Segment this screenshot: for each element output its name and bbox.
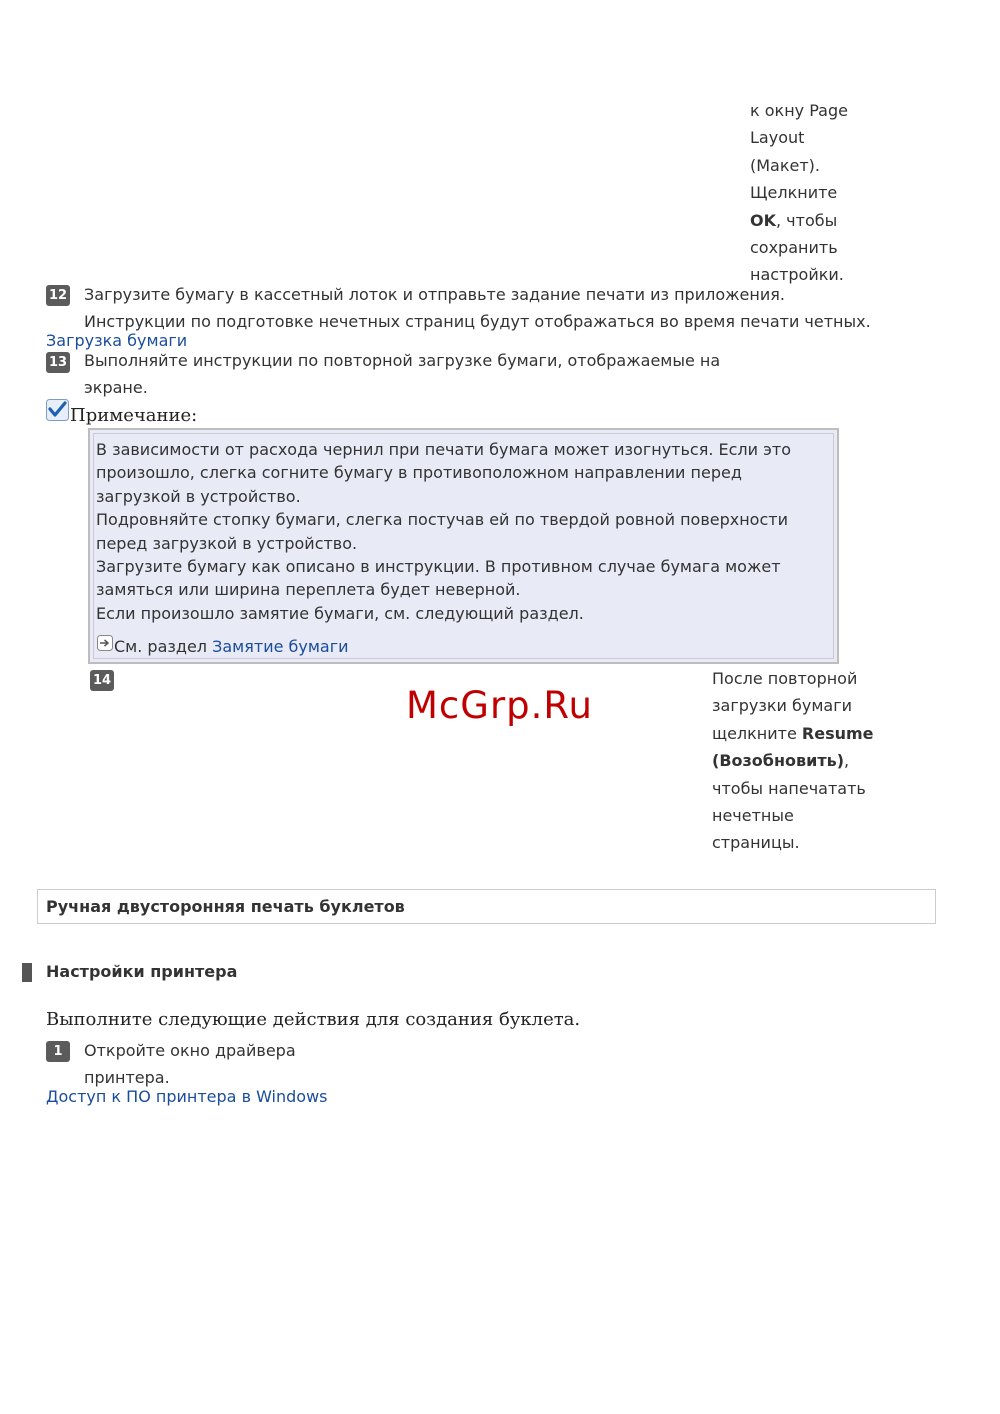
step-1-badge: 1: [46, 1041, 70, 1062]
step13-line: экране.: [84, 378, 148, 398]
step14-line: После повторной: [712, 669, 858, 688]
step14-line: чтобы напечатать: [712, 778, 866, 798]
step14-line: нечетные: [712, 806, 794, 826]
step14-line: [712, 747, 874, 774]
step11-line: Щелкните: [750, 183, 838, 203]
step11-line-rest: , чтобы: [776, 210, 838, 230]
note-content: [96, 438, 836, 625]
intro-text: Выполните следующие действия для создания буклета.: [46, 1009, 581, 1030]
ok-label: OK: [750, 210, 776, 230]
note-line: Если произошло замятие бумаги, см. следующий раздел.: [96, 603, 584, 623]
resume-ru-label: (Возобновить): [712, 751, 845, 771]
step1-line: принтера.: [84, 1068, 170, 1088]
step1-line: Откройте окно драйвера: [84, 1041, 296, 1060]
step11-line: сохранить: [750, 238, 838, 258]
step11-text: [750, 97, 848, 289]
resume-label: Resume: [801, 723, 874, 743]
step13-text: [84, 347, 784, 402]
note-line: Подровняйте стопку бумаги, слегка постучав ей по твердой ровной поверхности: [96, 510, 788, 530]
section-title-box: Ручная двусторонняя печать буклетов: [37, 889, 936, 924]
heading-marker: [22, 963, 32, 982]
see-arrow-icon: [97, 635, 113, 651]
note-line: В зависимости от расхода чернил при печати бумага может изогнуться. Если это: [96, 440, 792, 459]
note-box: [88, 428, 839, 664]
step11-line: Layout: [750, 128, 805, 148]
step14-line: загрузки бумаги: [712, 696, 853, 716]
step14-rest: ,: [844, 751, 850, 771]
step14-prefix: щелкните: [712, 723, 802, 743]
step14-line: [712, 720, 874, 747]
step12-text: [84, 281, 964, 336]
load-paper-link[interactable]: Загрузка бумаги: [46, 331, 188, 350]
note-line: перед загрузкой в устройство.: [96, 533, 358, 553]
step11-line: [750, 207, 848, 234]
step-14-badge: 14: [90, 670, 114, 691]
note-title: Примечание:: [70, 405, 198, 426]
note-line: загрузкой в устройство.: [96, 486, 301, 506]
note-line: замяться или ширина переплета будет неверной.: [96, 580, 521, 600]
paper-jam-link[interactable]: Замятие бумаги: [212, 637, 349, 656]
watermark: McGrp.Ru: [406, 684, 593, 727]
step13-line: Выполняйте инструкции по повторной загрузке бумаги, отображаемые на: [84, 351, 721, 370]
see-section-line: [114, 637, 349, 656]
step-13-badge: 13: [46, 352, 70, 373]
note-line: Загрузите бумагу как описано в инструкции. В противном случае бумага может: [96, 557, 781, 577]
step-12-badge: 12: [46, 285, 70, 306]
step11-line: (Макет).: [750, 155, 821, 175]
step11-line: настройки.: [750, 265, 844, 285]
step1-text: [84, 1037, 296, 1092]
note-line: произошло, слегка согните бумагу в противоположном направлении перед: [96, 463, 742, 483]
see-prefix: См. раздел: [114, 637, 213, 656]
step14-text: [712, 665, 874, 857]
step12-line: Загрузите бумагу в кассетный лоток и отправьте задание печати из приложения.: [84, 285, 785, 304]
step11-line: к окну Page: [750, 101, 848, 120]
step12-line: Инструкции по подготовке нечетных страниц будут отображаться во время печати четных.: [84, 312, 871, 332]
step14-line: страницы.: [712, 833, 800, 853]
note-check-icon: [46, 399, 69, 421]
printer-settings-heading: Настройки принтера: [46, 962, 238, 981]
driver-access-link[interactable]: Доступ к ПО принтера в Windows: [46, 1087, 328, 1106]
